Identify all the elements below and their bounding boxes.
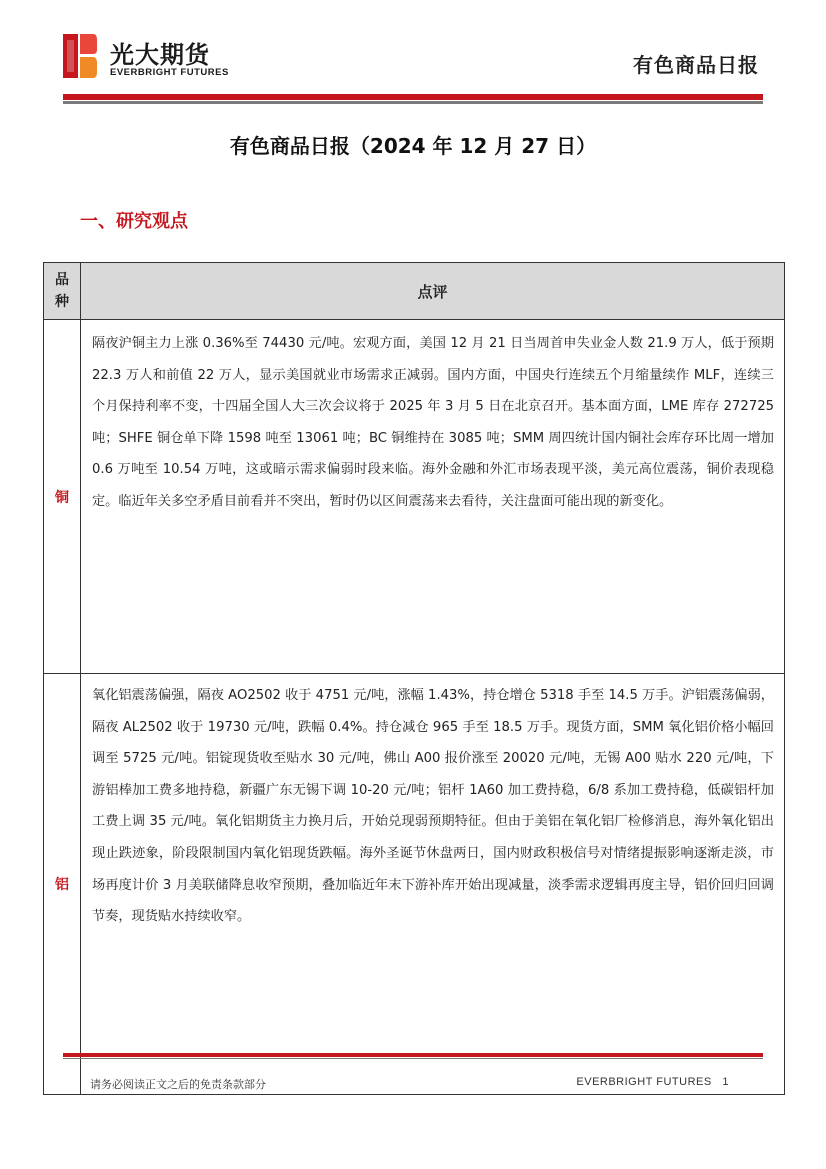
logo-english-name: EVERBRIGHT FUTURES bbox=[110, 67, 229, 78]
variety-copper: 铜 bbox=[44, 320, 81, 673]
header-report-title: 有色商品日报 bbox=[633, 53, 759, 77]
table-row-copper bbox=[44, 320, 784, 674]
comment-copper: 隔夜沪铜主力上涨 0.36%至 74430 元/吨。宏观方面，美国 12 月 21 日当周首申失业金人数 21.9 万人，低于预期 22.3 万人和前值 22 万人，显示美国就业市场需求正减弱。国内方面，中国央行连续五个月缩量续作 MLF，连续三个月保持利率不变，十四届全国人大三次会议将于 2025 年 3 月 5 日在北京召开。基本面方面，LME 库存 272725 吨；SHFE 铜仓单下降 1598 吨至 13061 吨；BC 铜维持在 3085 吨；SMM 周四统计国内铜社会库存环比周一增加 0.6 万吨至 10.54 万吨，这或暗示需求偏弱时段来临。海外金融和外汇市场表现平淡，美元高位震荡，铜价表现稳定。临近年关多空矛盾目前看并不突出，暂时仍以区间震荡来去看待，关注盘面可能出现的新变化。 bbox=[92, 336, 774, 509]
research-table bbox=[43, 262, 785, 1095]
variety-aluminum: 铝 bbox=[44, 674, 81, 1094]
footer-brand: EVERBRIGHT FUTURES bbox=[576, 1076, 712, 1088]
footer-red-bar bbox=[63, 1053, 763, 1057]
header-comment: 点评 bbox=[417, 282, 448, 301]
logo-chinese-name: 光大期货 bbox=[110, 41, 210, 69]
header-gray-bar bbox=[63, 101, 763, 104]
company-logo bbox=[63, 34, 263, 84]
header-variety bbox=[44, 263, 81, 319]
page-number: 1 bbox=[722, 1076, 729, 1088]
comment-aluminum: 氧化铝震荡偏强，隔夜 AO2502 收于 4751 元/吨，涨幅 1.43%，持仓增仓 5318 手至 14.5 万手。沪铝震荡偏弱，隔夜 AL2502 收于 19730 元/吨，跌幅 0.4%。持仓减仓 965 手至 18.5 万手。现货方面，SMM 氧化铝价格小幅回调至 5725 元/吨。铝锭现货收至贴水 30 元/吨，佛山 A00 报价涨至 20020 元/吨，无锡 A00 贴水 220 元/吨，下游铝棒加工费多地持稳，新疆广东无锡下调 10-20 元/吨；铝杆 1A60 加工费持稳，6/8 系加工费持稳，低碳铝杆加工费上调 35 元/吨。氧化铝期货主力换月后，开始兑现弱预期特征。但由于美铝在氧化铝厂检修消息，海外氧化铝出现止跌迹象，阶段限制国内氧化铝现货跌幅。海外圣诞节休盘两日，国内财政积极信号对情绪提振影响逐渐走淡，市场再度计价 3 月美联储降息收窄预期，叠加临近年末下游补库开始出现减量，淡季需求逻辑再度主导，铝价回归回调节奏，现货贴水持续收窄。 bbox=[92, 688, 774, 925]
header-variety-char1: 品 bbox=[55, 272, 69, 288]
section-heading: 一、研究观点 bbox=[80, 211, 188, 232]
footer-disclaimer: 请务必阅读正文之后的免责条款部分 bbox=[90, 1078, 266, 1091]
table-header bbox=[44, 263, 784, 320]
header-red-bar bbox=[63, 94, 763, 100]
header-variety-char2: 种 bbox=[55, 294, 69, 310]
document-title: 有色商品日报（2024 年 12 月 27 日） bbox=[229, 134, 597, 158]
everbright-logo-icon bbox=[63, 34, 97, 78]
footer-brand-page bbox=[576, 1076, 729, 1088]
footer-gray-line bbox=[63, 1058, 763, 1059]
table-row-aluminum bbox=[44, 674, 784, 1095]
